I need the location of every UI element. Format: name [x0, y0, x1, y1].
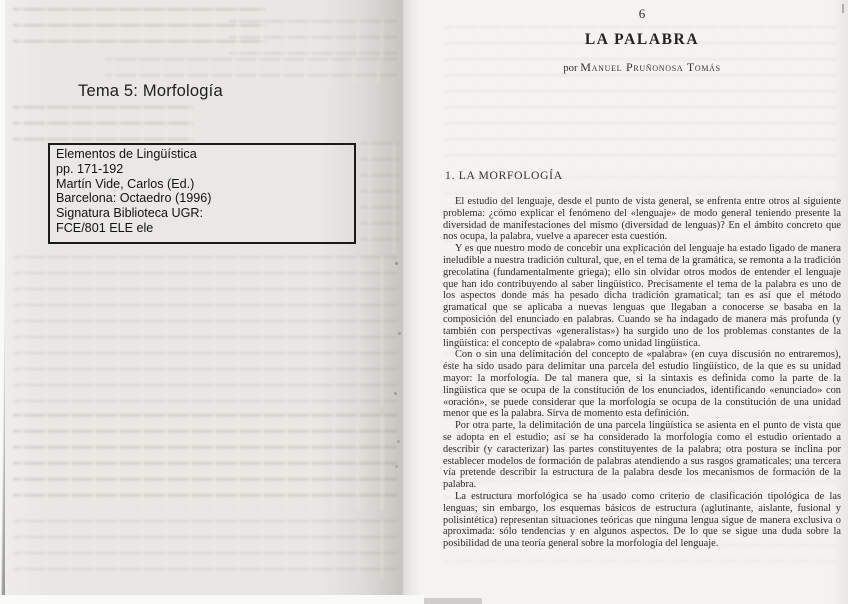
- body-paragraph: El estudio del lenguaje, desde el punto de vista general, se enfrenta entre otros al siguiente problema: ¿cómo explicar el fenómeno del «lenguaje» de modo general teniendo presente la diversidad de manifestaciones del mismo (diversidad de lenguas)? En el ámbito concreto que nos ocupa, la palabra, vuelve a aparecer esta cuestión.: [443, 196, 841, 243]
- body-paragraph: La estructura morfológica se ha usado como criterio de clasificación tipológica de las lenguas; sin embargo, los esquemas básicos de estructura (aglutinante, aislante, fusional y polisintética) representan situaciones teóricas que ninguna lengua sigue de manera exclusiva o aproximada: sólo tendencias y en algunos aspectos. De lo que se sigue una duda sobre la posibilidad de una teoría general sobre la morfología del lenguaje.: [443, 490, 841, 550]
- reference-line: Martín Vide, Carlos (Ed.): [56, 176, 195, 191]
- byline-prefix: por: [563, 62, 581, 74]
- left-page: [5, 0, 403, 595]
- page-number: 6: [638, 6, 646, 21]
- bleedthrough-texture: [13, 414, 397, 510]
- byline: [443, 60, 841, 75]
- right-page-text-column: [443, 0, 841, 604]
- reference-line: Signatura Biblioteca UGR:: [56, 206, 203, 221]
- bleedthrough-texture: [13, 256, 397, 406]
- reference-line: pp. 171-192: [56, 161, 124, 176]
- scan-speck-artifacts: [395, 262, 398, 265]
- topic-label: Tema 5: Morfología: [78, 82, 223, 100]
- reference-line: Barcelona: Octaedro (1996): [56, 191, 212, 206]
- bleedthrough-texture: [13, 520, 397, 578]
- right-page: [403, 0, 848, 604]
- bleedthrough-texture: [13, 106, 193, 142]
- byline-author-name: Manuel Pruñonosa Tomás: [580, 60, 721, 74]
- section-heading: 1. LA MORFOLOGÍA: [445, 169, 563, 182]
- bleedthrough-texture: [105, 58, 397, 84]
- body-text: [443, 196, 841, 550]
- bleedthrough-texture: [13, 8, 265, 52]
- scanner-bottom-margin: [0, 595, 424, 604]
- body-paragraph: Por otra parte, la delimitación de una parcela lingüística se asienta en el punto de vista que se adopta en el estudio; así se ha considerado la morfología como el estudio orientado a describir (y caracterizar) las partes constituyentes de la palabra; otra postura se inclina por establecer modelos de formación de palabras atendiendo a sus rasgos gramaticales; una tercera vía pretende describir la estructura de la palabra desde los mecanismos de formación de la palabra.: [443, 420, 841, 491]
- body-paragraph: Y es que nuestro modo de concebir una explicación del lenguaje ha estado ligado de manera ineludible a nuestra tradición cultural, que, en el tema de la gramática, se remonta a la tradición grecolatina (fundamentalmente griega); ello sin olvidar otros modos de entender el lenguaje que han ido contribuyendo al saber lingüístico. Precisamente el tema de la palabra es uno de los aspectos donde más ha pesado dicha tradición gramatical; tan es así que el método gramatical que se aplicaba a nuevas lenguas que llegaban a conocerse se basaba en la composición del enunciado en palabras. Cuando se ha indagado de manera más profunda (y también con perspectivas «generalistas») ha surgido uno de los problemas constantes de la lingüística: el concepto de «palabra» como unidad lingüística.: [443, 243, 841, 349]
- reference-box: [48, 143, 356, 244]
- scan-corner-mark-artifact: [842, 4, 844, 13]
- chapter-title: LA PALABRA: [584, 31, 700, 48]
- reference-line: Elementos de Lingüística: [56, 147, 197, 161]
- scan-smudge-artifact: [424, 598, 482, 604]
- bleedthrough-texture: [361, 142, 399, 254]
- bleedthrough-texture: [229, 20, 397, 62]
- body-paragraph: Con o sin una delimitación del concepto de «palabra» (en cuya discusión no entraremos), éste ha sido usado para delimitar una parcela del estudio lingüístico, de la que es su unidad mayor: la morfología. De tal manera que, si la sintaxis es definida como la parte de la lingüística que se ocupa de la constitución de los enunciados, identificando «enunciado» con «oración», se puede considerar que la morfología se ocupa de la constitución de una unidad menor que es la palabra. Sirva de momento esta definición.: [443, 349, 841, 420]
- reference-line: FCE/801 ELE ele: [56, 220, 154, 235]
